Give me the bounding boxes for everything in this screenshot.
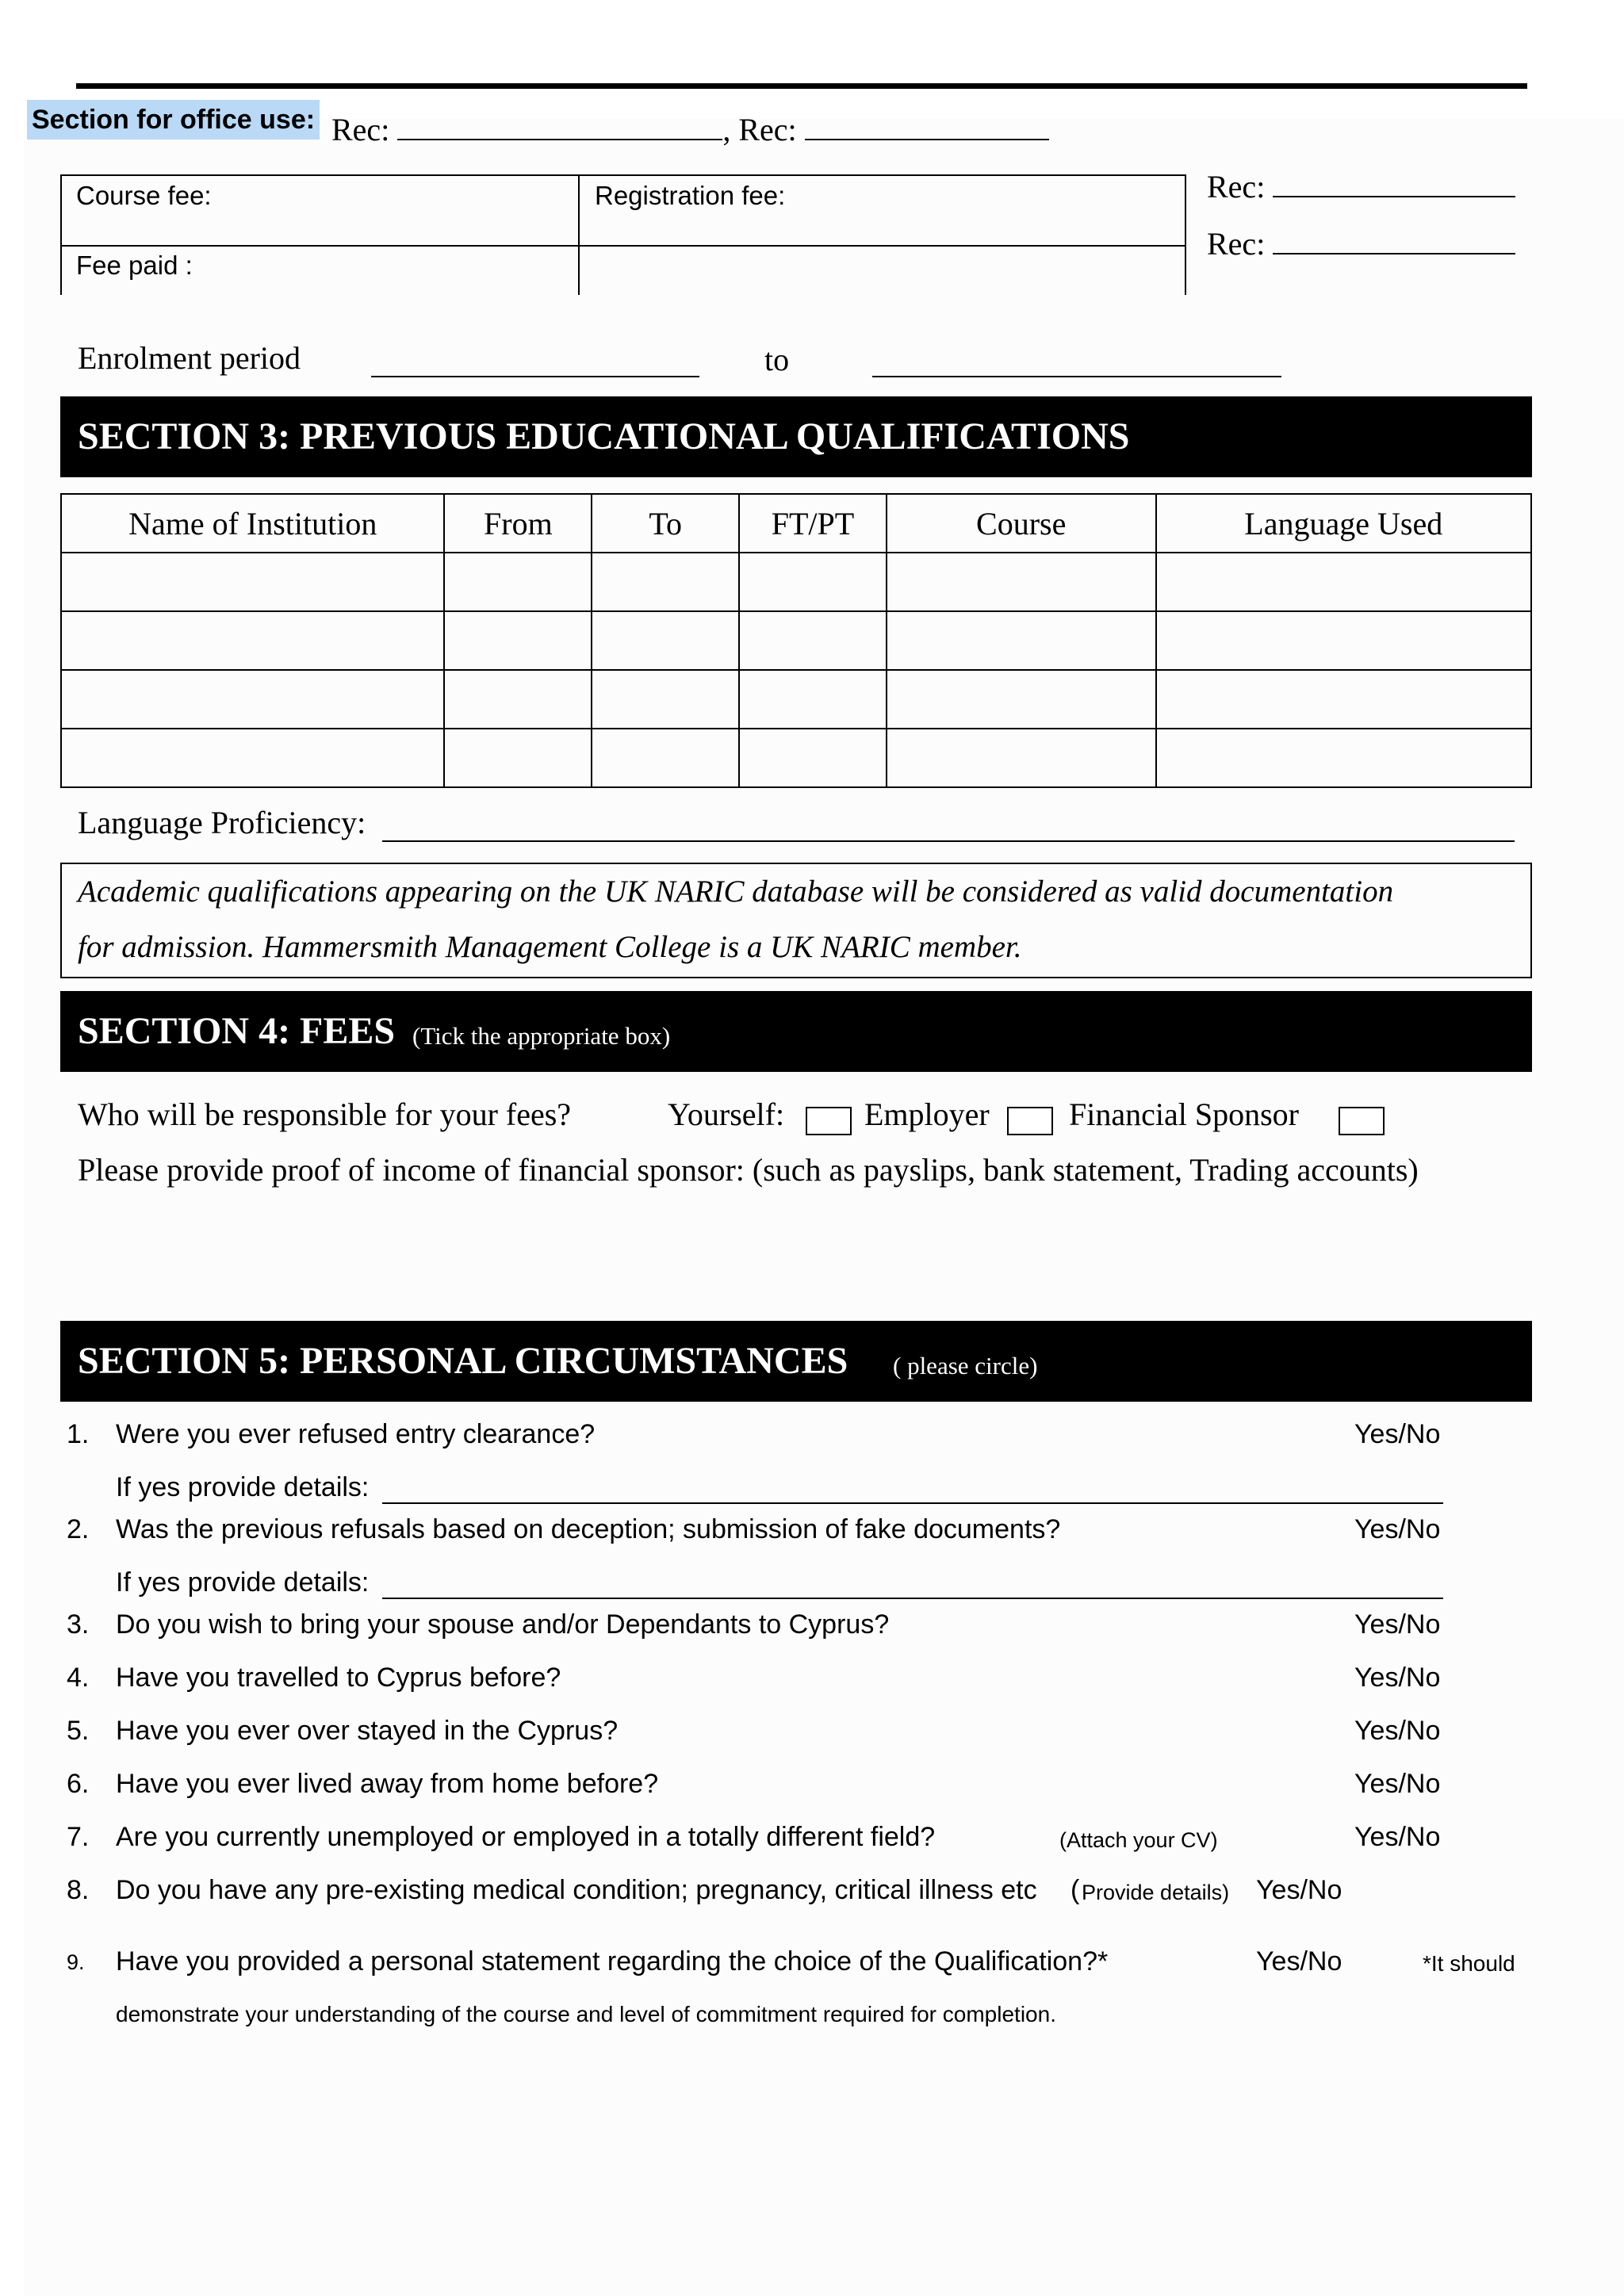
section5-header: [60, 1321, 1532, 1402]
naric-note-line2: for admission. Hammersmith Management College is a UK NARIC member.: [78, 930, 1022, 964]
course-fee-label: Course fee:: [76, 181, 212, 210]
enrolment-from-field[interactable]: [371, 376, 699, 377]
naric-note: [60, 863, 1532, 978]
yes-no-option[interactable]: Yes/No: [1354, 1419, 1441, 1449]
section4-title: SECTION 4: FEES: [78, 1010, 396, 1052]
enrolment-label: Enrolment period: [78, 340, 301, 376]
rec-field-3[interactable]: [1273, 196, 1515, 197]
section5-title: SECTION 5: PERSONAL CIRCUMSTANCES: [78, 1340, 848, 1382]
yes-no-option[interactable]: Yes/No: [1354, 1822, 1441, 1852]
fees-question: Who will be responsible for your fees?: [78, 1096, 572, 1132]
yourself-checkbox[interactable]: [806, 1107, 852, 1135]
table-cell[interactable]: [61, 670, 444, 729]
table-row: [61, 553, 1531, 611]
question-number: 2.: [67, 1514, 90, 1544]
office-use-label: Section for office use:: [27, 100, 320, 140]
question-text: Do you wish to bring your spouse and/or Dependants to Cyprus?: [116, 1609, 890, 1640]
question-text: Do you have any pre-existing medical condition; pregnancy, critical illness etc: [116, 1875, 1037, 1905]
rec-right-1: [1207, 168, 1515, 205]
table-cell[interactable]: [61, 729, 444, 787]
section3-header: [60, 396, 1532, 477]
table-cell[interactable]: [739, 611, 887, 670]
table-cell[interactable]: [592, 670, 739, 729]
table-cell[interactable]: [444, 611, 592, 670]
question-text: Was the previous refusals based on deception; submission of fake documents?: [116, 1514, 1061, 1544]
table-cell[interactable]: [887, 611, 1156, 670]
registration-fee-label: Registration fee:: [595, 181, 786, 210]
fee-table-row-divider: [62, 245, 1185, 247]
table-cell[interactable]: [592, 611, 739, 670]
yes-no-option[interactable]: Yes/No: [1256, 1946, 1342, 1976]
sponsor-checkbox[interactable]: [1339, 1107, 1385, 1135]
table-row: [61, 611, 1531, 670]
question-text: Have you provided a personal statement regarding the choice of the Qualification?*: [116, 1946, 1109, 1976]
section5-subtitle: ( please circle): [893, 1352, 1038, 1380]
table-row: [61, 670, 1531, 729]
table-cell[interactable]: [1156, 729, 1532, 787]
table-cell[interactable]: [1156, 611, 1532, 670]
col-institution: Name of Institution: [61, 494, 444, 553]
rec-field-4[interactable]: [1273, 253, 1515, 254]
details-label: If yes provide details:: [116, 1472, 370, 1502]
provide-details-note: Provide details): [1082, 1881, 1230, 1904]
col-language: Language Used: [1156, 494, 1532, 553]
yes-no-option[interactable]: Yes/No: [1354, 1514, 1441, 1544]
question-text: Have you ever lived away from home before?: [116, 1769, 659, 1799]
option-employer-label: Employer: [864, 1096, 990, 1132]
question-number: 8.: [67, 1875, 90, 1905]
provide-details-paren: (: [1071, 1875, 1080, 1905]
enrolment-to-field[interactable]: [872, 376, 1281, 377]
rec-label-1: Rec:: [331, 112, 390, 147]
yes-no-option[interactable]: Yes/No: [1354, 1769, 1441, 1799]
education-header-row: [61, 494, 1531, 553]
table-cell[interactable]: [739, 670, 887, 729]
language-proficiency-field[interactable]: [382, 840, 1515, 842]
col-course: Course: [887, 494, 1156, 553]
employer-checkbox[interactable]: [1007, 1107, 1053, 1135]
question-number: 7.: [67, 1822, 90, 1852]
question-text: Have you travelled to Cyprus before?: [116, 1663, 561, 1693]
table-row: [61, 729, 1531, 787]
option-yourself-label: Yourself:: [668, 1096, 785, 1132]
naric-note-line1: Academic qualifications appearing on the UK NARIC database will be considered as valid documentation: [78, 874, 1394, 909]
rec-field-2[interactable]: [805, 139, 1049, 140]
table-cell[interactable]: [739, 553, 887, 611]
question-number: 3.: [67, 1609, 90, 1640]
table-cell[interactable]: [61, 611, 444, 670]
language-proficiency-label: Language Proficiency:: [78, 805, 366, 840]
attach-cv-note: (Attach your CV): [1059, 1828, 1218, 1852]
rec-right-2: [1207, 225, 1515, 262]
question-number: 9.: [67, 1950, 85, 1974]
table-cell[interactable]: [444, 729, 592, 787]
question-number: 5.: [67, 1716, 90, 1746]
table-cell[interactable]: [739, 729, 887, 787]
table-cell[interactable]: [61, 553, 444, 611]
col-to: To: [592, 494, 739, 553]
question-number: 1.: [67, 1419, 90, 1449]
footnote-start: *It should: [1423, 1951, 1515, 1976]
fee-table-divider: [578, 176, 580, 295]
table-cell[interactable]: [1156, 670, 1532, 729]
table-cell[interactable]: [444, 670, 592, 729]
table-cell[interactable]: [1156, 553, 1532, 611]
table-cell[interactable]: [444, 553, 592, 611]
yes-no-option[interactable]: Yes/No: [1256, 1875, 1342, 1905]
rec-label-4: Rec:: [1207, 226, 1266, 262]
question-number: 4.: [67, 1663, 90, 1693]
education-table: [60, 493, 1532, 788]
col-ftpt: FT/PT: [739, 494, 887, 553]
details-field[interactable]: [382, 1502, 1443, 1504]
section4-subtitle: (Tick the appropriate box): [412, 1022, 671, 1050]
footnote-rest: demonstrate your understanding of the course and level of commitment required for completion.: [116, 2002, 1056, 2026]
rec-field-1[interactable]: [397, 139, 722, 140]
table-cell[interactable]: [887, 670, 1156, 729]
fee-table: [60, 174, 1186, 295]
fee-paid-label: Fee paid :: [76, 251, 193, 280]
question-number: 6.: [67, 1769, 90, 1799]
enrolment-to-label: to: [764, 342, 790, 377]
section4-header: [60, 991, 1532, 1072]
yes-no-option[interactable]: Yes/No: [1354, 1609, 1441, 1640]
details-field[interactable]: [382, 1598, 1443, 1599]
rec-label-2: , Rec:: [722, 112, 797, 147]
rec-label-3: Rec:: [1207, 169, 1266, 205]
question-text: Have you ever over stayed in the Cyprus?: [116, 1716, 619, 1746]
details-label: If yes provide details:: [116, 1567, 370, 1598]
section3-title: SECTION 3: PREVIOUS EDUCATIONAL QUALIFICATIONS: [78, 415, 1130, 457]
table-cell[interactable]: [592, 729, 739, 787]
question-text: Are you currently unemployed or employed in a totally different field?: [116, 1822, 936, 1852]
question-text: Were you ever refused entry clearance?: [116, 1419, 596, 1449]
yes-no-option[interactable]: Yes/No: [1354, 1716, 1441, 1746]
option-sponsor-label: Financial Sponsor: [1069, 1096, 1299, 1132]
top-rule: [76, 83, 1527, 89]
table-cell[interactable]: [592, 553, 739, 611]
table-cell[interactable]: [887, 553, 1156, 611]
table-cell[interactable]: [887, 729, 1156, 787]
office-rec-row: [331, 111, 1049, 148]
col-from: From: [444, 494, 592, 553]
yes-no-option[interactable]: Yes/No: [1354, 1663, 1441, 1693]
sponsor-proof-text: Please provide proof of income of financial sponsor: (such as payslips, bank statement, Trading accounts): [78, 1152, 1419, 1188]
